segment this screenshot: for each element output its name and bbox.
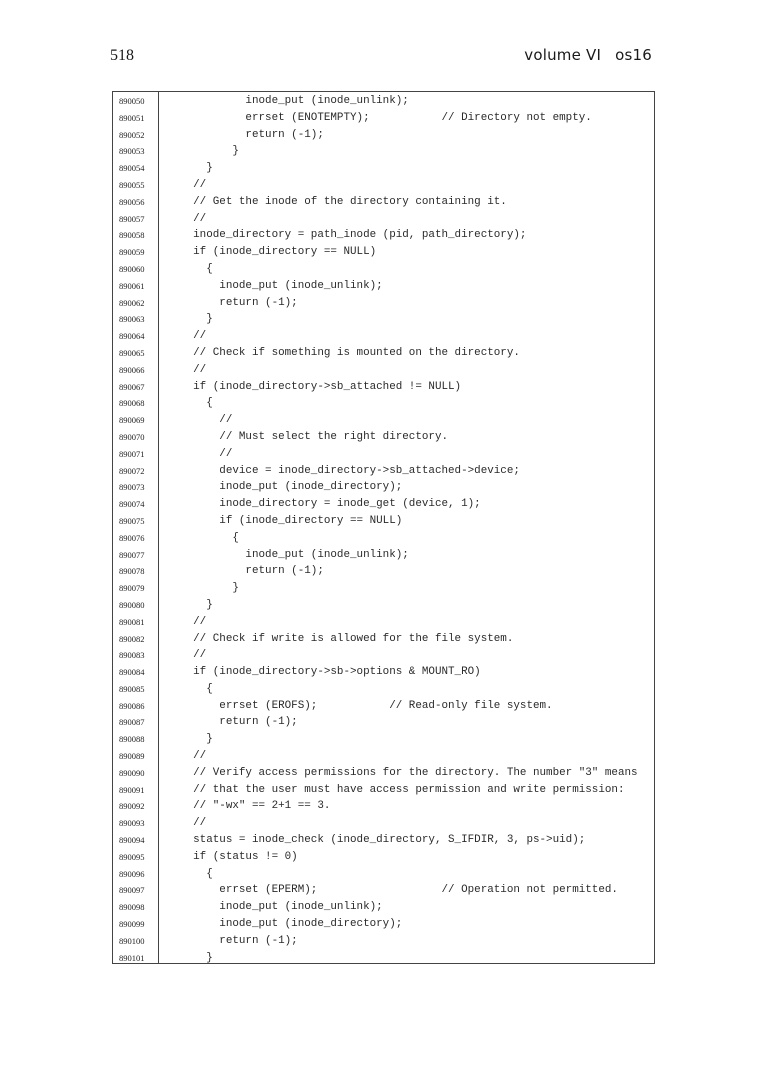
line-number: 890053 xyxy=(119,146,145,157)
code-line xyxy=(113,211,654,228)
code-text: return (-1); xyxy=(167,934,298,947)
line-number: 890078 xyxy=(119,566,145,577)
book-title: os16 xyxy=(615,46,652,64)
page-number: 518 xyxy=(110,47,134,64)
code-text: { xyxy=(167,397,213,410)
code-line xyxy=(113,664,654,681)
line-number: 890100 xyxy=(119,935,145,946)
code-text: status = inode_check (inode_directory, S_IFDIR, 3, ps->uid); xyxy=(167,834,586,847)
code-text: // xyxy=(167,817,207,830)
code-text: errset (EROFS); // Read-only file system. xyxy=(167,699,553,712)
line-number: 890056 xyxy=(119,196,145,207)
code-line xyxy=(113,547,654,564)
code-text: } xyxy=(167,951,213,964)
line-number: 890083 xyxy=(119,650,145,661)
line-number: 890088 xyxy=(119,734,145,745)
line-number: 890063 xyxy=(119,314,145,325)
code-line xyxy=(113,647,654,664)
line-number: 890050 xyxy=(119,96,145,106)
line-number: 890097 xyxy=(119,885,145,896)
code-text: // that the user must have access permission and write permission: xyxy=(167,783,625,796)
code-text: inode_put (inode_unlink); xyxy=(167,95,409,107)
code-text: return (-1); xyxy=(167,296,298,309)
code-text: { xyxy=(167,531,239,544)
code-line xyxy=(113,714,654,731)
code-line xyxy=(113,899,654,916)
code-text: return (-1); xyxy=(167,716,298,729)
line-number: 890074 xyxy=(119,499,145,510)
line-number: 890092 xyxy=(119,801,145,812)
line-number: 890086 xyxy=(119,700,145,711)
code-line xyxy=(113,731,654,748)
code-line xyxy=(113,160,654,177)
code-text: inode_put (inode_unlink); xyxy=(167,548,409,561)
code-line xyxy=(113,916,654,933)
line-number: 890101 xyxy=(119,952,145,963)
code-line xyxy=(113,849,654,866)
code-text: // xyxy=(167,447,233,460)
code-line xyxy=(113,110,654,127)
code-text: if (status != 0) xyxy=(167,850,298,863)
code-text: inode_directory = inode_get (device, 1); xyxy=(167,498,481,511)
code-line xyxy=(113,530,654,547)
line-number: 890080 xyxy=(119,599,145,610)
code-line xyxy=(113,127,654,144)
code-text: // xyxy=(167,649,207,662)
line-number: 890060 xyxy=(119,263,145,274)
code-line xyxy=(113,194,654,211)
code-line xyxy=(113,295,654,312)
code-text: } xyxy=(167,598,213,611)
code-line xyxy=(113,765,654,782)
line-number: 890090 xyxy=(119,767,145,778)
code-line xyxy=(113,362,654,379)
code-text: // Check if write is allowed for the file system. xyxy=(167,632,514,645)
line-number: 890096 xyxy=(119,868,145,879)
code-text: inode_put (inode_unlink); xyxy=(167,901,383,914)
code-line xyxy=(113,832,654,849)
line-number: 890061 xyxy=(119,280,145,291)
code-line xyxy=(113,698,654,715)
line-number: 890059 xyxy=(119,247,145,258)
line-number: 890082 xyxy=(119,633,145,644)
line-number: 890085 xyxy=(119,683,145,694)
code-line xyxy=(113,412,654,429)
line-number: 890076 xyxy=(119,532,145,543)
code-line xyxy=(113,580,654,597)
code-text: // xyxy=(167,178,207,191)
line-number: 890070 xyxy=(119,431,145,442)
code-text: } xyxy=(167,733,213,746)
code-text: return (-1); xyxy=(167,565,324,578)
code-text: // Must select the right directory. xyxy=(167,430,449,443)
line-number: 890091 xyxy=(119,784,145,795)
code-text: // xyxy=(167,330,207,343)
code-line xyxy=(113,395,654,412)
line-number: 890094 xyxy=(119,835,145,846)
code-line xyxy=(113,463,654,480)
code-text: inode_put (inode_unlink); xyxy=(167,279,383,292)
code-line xyxy=(113,681,654,698)
code-line xyxy=(113,93,654,110)
code-text: // Verify access permissions for the directory. The number "3" means xyxy=(167,766,638,779)
line-number: 890087 xyxy=(119,717,145,728)
code-text: // Get the inode of the directory containing it. xyxy=(167,195,507,208)
line-number: 890099 xyxy=(119,919,145,930)
line-number: 890052 xyxy=(119,129,145,140)
code-line xyxy=(113,614,654,631)
line-number: 890068 xyxy=(119,398,145,409)
line-number: 890058 xyxy=(119,230,145,241)
code-text: { xyxy=(167,682,213,695)
code-text: inode_directory = path_inode (pid, path_directory); xyxy=(167,229,527,242)
line-number: 890081 xyxy=(119,616,145,627)
line-number: 890071 xyxy=(119,448,145,459)
code-text: } xyxy=(167,582,239,595)
line-number: 890064 xyxy=(119,331,145,342)
line-number: 890066 xyxy=(119,364,145,375)
code-listing xyxy=(112,91,655,964)
code-line xyxy=(113,882,654,899)
line-number: 890073 xyxy=(119,482,145,493)
code-text: // xyxy=(167,363,207,376)
code-text: // Check if something is mounted on the directory. xyxy=(167,346,520,359)
code-text: // xyxy=(167,615,207,628)
code-text: errset (ENOTEMPTY); // Directory not empty. xyxy=(167,111,592,124)
code-line xyxy=(113,513,654,530)
code-line xyxy=(113,177,654,194)
code-line xyxy=(113,311,654,328)
line-number: 890057 xyxy=(119,213,145,224)
code-text: if (inode_directory == NULL) xyxy=(167,246,377,259)
code-text: { xyxy=(167,262,213,275)
code-lines xyxy=(113,93,654,966)
code-line xyxy=(113,328,654,345)
code-line xyxy=(113,278,654,295)
code-line xyxy=(113,496,654,513)
line-number: 890067 xyxy=(119,381,145,392)
code-line xyxy=(113,379,654,396)
code-text: // "-wx" == 2+1 == 3. xyxy=(167,800,331,813)
line-number: 890079 xyxy=(119,583,145,594)
code-line xyxy=(113,748,654,765)
code-line xyxy=(113,933,654,950)
code-text: } xyxy=(167,145,239,158)
code-line xyxy=(113,429,654,446)
line-number: 890098 xyxy=(119,902,145,913)
line-number: 890075 xyxy=(119,515,145,526)
code-line xyxy=(113,798,654,815)
code-line xyxy=(113,563,654,580)
code-text: } xyxy=(167,162,213,175)
line-number: 890084 xyxy=(119,667,145,678)
code-line xyxy=(113,597,654,614)
code-line xyxy=(113,866,654,883)
line-number: 890065 xyxy=(119,347,145,358)
code-text: if (inode_directory->sb->options & MOUNT_RO) xyxy=(167,666,481,679)
line-number: 890077 xyxy=(119,549,145,560)
code-line xyxy=(113,261,654,278)
line-number: 890051 xyxy=(119,112,145,123)
code-line xyxy=(113,631,654,648)
line-number: 890062 xyxy=(119,297,145,308)
code-line xyxy=(113,345,654,362)
code-line xyxy=(113,950,654,967)
code-line xyxy=(113,244,654,261)
line-number: 890054 xyxy=(119,163,145,174)
code-text: // xyxy=(167,750,207,763)
line-number: 890055 xyxy=(119,179,145,190)
volume-title: volume VI xyxy=(524,46,602,64)
line-number: 890095 xyxy=(119,851,145,862)
code-text: { xyxy=(167,867,213,880)
code-line xyxy=(113,479,654,496)
code-text: return (-1); xyxy=(167,128,324,141)
code-text: // xyxy=(167,212,207,225)
code-text: } xyxy=(167,313,213,326)
code-line xyxy=(113,815,654,832)
code-text: inode_put (inode_directory); xyxy=(167,918,403,931)
line-number: 890072 xyxy=(119,465,145,476)
line-number: 890093 xyxy=(119,818,145,829)
code-text: // xyxy=(167,414,233,427)
line-number: 890069 xyxy=(119,415,145,426)
code-text: errset (EPERM); // Operation not permitted. xyxy=(167,884,618,897)
code-text: inode_put (inode_directory); xyxy=(167,481,403,494)
code-text: if (inode_directory == NULL) xyxy=(167,514,403,527)
code-text: device = inode_directory->sb_attached->device; xyxy=(167,464,520,477)
code-line xyxy=(113,227,654,244)
code-text: if (inode_directory->sb_attached != NULL) xyxy=(167,380,462,393)
code-line xyxy=(113,782,654,799)
code-line xyxy=(113,143,654,160)
line-number: 890089 xyxy=(119,751,145,762)
code-line xyxy=(113,446,654,463)
running-head xyxy=(524,45,652,65)
